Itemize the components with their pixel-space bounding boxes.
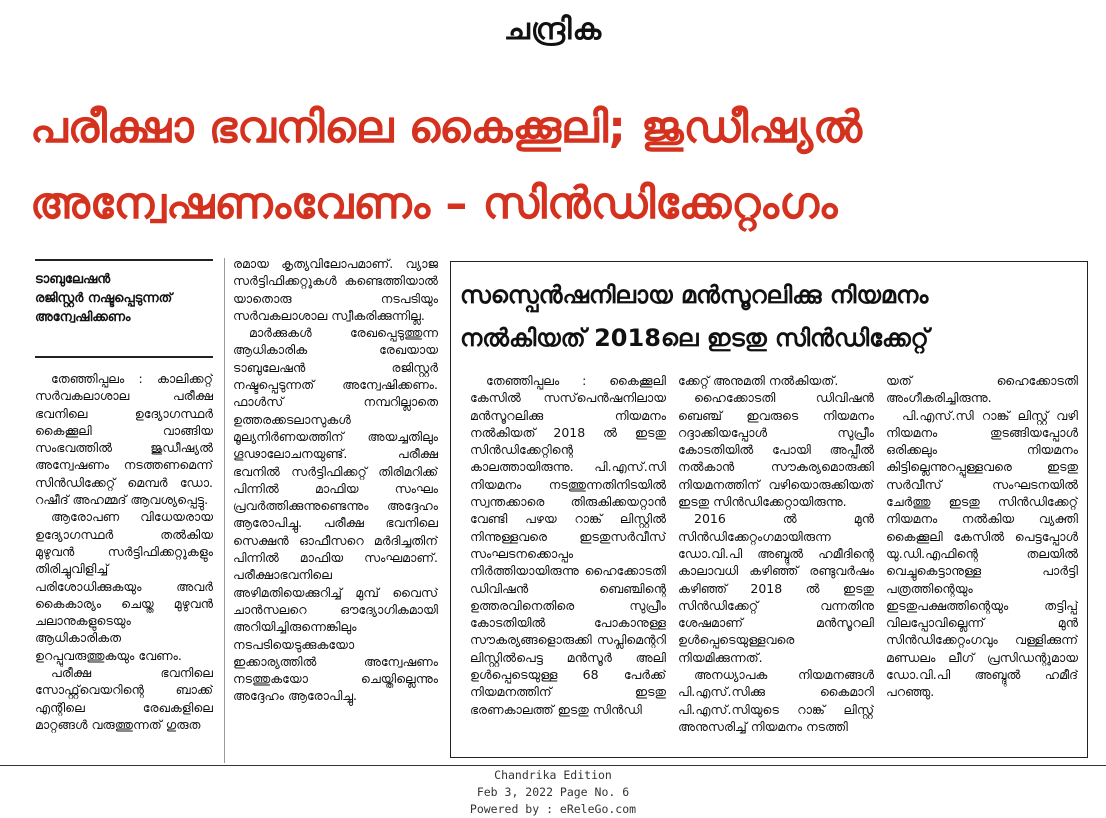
footer-rule [0,765,1106,766]
main-headline-line-2: അന്വേഷണംവേണം – സിൻഡിക്കേറ്റംഗം [30,178,838,229]
sidebar-top-rule [35,259,213,261]
paragraph: ക്കേറ്റ് അനുമതി നൽകിയത്. [678,373,839,388]
paragraph: മാർക്കുകൾ രേഖപ്പെടുത്തുന്ന ആധികാരിക രേഖയായ ടാബുലേഷൻ രജിസ്റ്റർ നഷ്ടപ്പെടുന്നത് അന്വേഷിക്കണം. ഫാൾസ് നമ്പറില്ലാതെ ഉത്തരക്കടലാസുകൾ മൂല്യനിർണയത്തിന് അയച്ചതിലും ഗൂഢാലോചനയുണ്ട്. പരീക്ഷ ഭവനിൽ സർട്ടിഫിക്കറ്റ് തിരിമറിക്ക് പിന്നിൽ മാഫിയ സംഘം പ്രവർത്തിക്കുന്നുണ്ടെന്നും അദ്ദേഹം ആരോപിച്ചു. പരീക്ഷ ഭവനിലെ സെക്ഷൻ ഓഫീസറെ മർദിച്ചതിന് പിന്നിൽ മാഫിയ സംഘമാണ്. പരീക്ഷാഭവനിലെ അഴിമതിയെക്കുറിച്ച് മുമ്പ് വൈസ് ചാൻസലറെ ഔദ്യോഗികമായി അറിയിച്ചിരുന്നെങ്കിലും നടപടിയെടുക്കുകയോ ഇക്കാര്യത്തിൽ അന്വേഷണം നടത്തുകയോ ചെയ്തില്ലെന്നും അദ്ദേഹം ആരോപിച്ചു. [233,325,438,704]
paragraph: പരീക്ഷ ഭവനിലെ സോഫ്റ്റ്‌വെയറിന്റെ ബാക്ക് എന്റിലെ രേഖകളിലെ മാറ്റങ്ങൾ വരുത്തുന്നത് ഗുരുത [35,665,213,732]
paragraph: അനധ്യാപക നിയമനങ്ങൾ പി.എസ്.സിക്കു കൈമാറി പി.എസ്.സിയുടെ റാങ്ക് ലിസ്റ്റ് അനുസരിച്ച് നിയമനം നടത്തി [678,667,874,734]
sidebar-subhead [35,270,210,327]
subhead-line: രജിസ്റ്റർ നഷ്ടപ്പെടുന്നത് [35,291,173,306]
subhead-line: അന്വേഷിക്കണം [35,310,131,325]
masthead-logo: ചന്ദ്രിക [503,12,603,47]
paragraph: ഹൈക്കോടതി ഡിവിഷൻ ബെഞ്ച് ഇവരുടെ നിയമനം റദ്ദാക്കിയപ്പോൾ സുപ്രീം കോടതിയിൽ പോയി അപ്പീൽ നൽകാൻ സൗകര്യമൊരുക്കി നിയമനത്തിന് വഴിയൊരുക്കിയത് ഇടതു സിൻഡിക്കേറ്റായിരുന്നു. [678,390,874,510]
sidebar-column-1 [35,370,213,765]
footer-date: Feb 3, 2022 Page No. 6 [476,785,630,799]
sidebar-column-2 [233,255,438,765]
boxed-column-3 [886,372,1078,752]
main-headline-line-1: പരീക്ഷാ ഭവനിലെ കൈക്കൂലി; ജുഡീഷ്യൽ [30,102,863,153]
footer-edition: Chandrika Edition [494,768,612,782]
paragraph: തേഞ്ഞിപ്പലം : കാലിക്കറ്റ് സർവകലാശാല പരീക്ഷ ഭവനിലെ ഉദ്യോഗസ്ഥർ കൈക്കൂലി വാങ്ങിയ സംഭവത്തിൽ ജുഡീഷ്യൽ അന്വേഷണം നടത്തണമെന്ന് സിൻഡിക്കേറ്റ് മെമ്പർ ഡോ. റഷീദ് അഹമ്മദ് ആവശ്യപ്പെട്ടു. [35,371,213,508]
paragraph: തേഞ്ഞിപ്പലം : കൈക്കൂലി കേസിൽ സസ്‌പെൻഷനിലായ മൻസൂറലിക്കു നിയമനം നൽകിയത് 2018 ൽ ഇടതു സിൻഡിക്കേറ്റിന്റെ കാലത്തായിരുന്നു. പി.എസ്.സി നിയമനം നടത്തുന്നതിനിടയിൽ സ്വന്തക്കാരെ തിരുകിക്കയറ്റാൻ വേണ്ടി പഴയ റാങ്ക് ലിസ്റ്റിൽ നിന്നുള്ളവരെ ഇടതുസർവീസ് സംഘടനക്കൊപ്പം നിർത്തിയായിരുന്നു ഹൈക്കോടതി ഡിവിഷൻ ബെഞ്ചിന്റെ ഉത്തരവിനെതിരെ സുപ്രീം കോടതിയിൽ പോകാനുള്ള സൗകര്യങ്ങളൊരുക്കി സപ്ലിമെന്ററി ലിസ്റ്റിൽപെട്ട മൻസൂർ അലി ഉൾപ്പെടെയുള്ള 68 പേർക്ക് നിയമനത്തിന് ഇടതു ഭരണകാലത്ത് ഇടതു സിൻഡി [470,373,666,717]
subhead-line: ടാബുലേഷൻ [35,272,111,287]
paragraph: പി.എസ്.സി റാങ്ക് ലിസ്റ്റ് വഴി നിയമനം തുടങ്ങിയപ്പോൾ ഒരിക്കലും നിയമനം കിട്ടില്ലെന്നുറപ്പുള്ളവരെ ഇടതു സർവീസ് സംഘടനയിൽ ചേർത്തു ഇടതു സിൻഡിക്കേറ്റ് നിയമനം നൽകിയ വ്യക്തി കൈക്കൂലി കേസിൽ പെട്ടപ്പോൾ യു.ഡി.എഫിന്റെ തലയിൽ വെച്ചുകെട്ടാനുള്ള പാർട്ടി പത്രത്തിന്റെയും ഇടതുപക്ഷത്തിന്റെയും തട്ടിപ്പ് വിലപ്പോവില്ലെന്ന് മുൻ സിൻഡിക്കേറ്റംഗവും വള്ളിക്കുന്ന് മണ്ഡലം ലീഗ് പ്രസിഡന്റുമായ ഡോ.വി.പി അബ്ദുൽ ഹമീദ് പറഞ്ഞു. [886,407,1078,700]
column-divider [224,258,225,763]
boxed-column-1 [470,372,666,752]
boxed-headline-line: സസ്പെൻഷനിലായ മൻസൂറലിക്കു നിയമനം [460,281,929,309]
paragraph: ആരോപണ വിധേയരായ ഉദ്യോഗസ്ഥർ തൽകിയ മുഴുവൻ സർട്ടിഫിക്കറ്റുകളും തിരിച്ചുവിളിച്ച് പരിശോധിക്കുകയും അവർ കൈകാര്യം ചെയ്ത മുഴുവൻ ചലാനുകളുടെയും ആധികാരികത ഉറപ്പുവരുത്തുകയും വേണം. [35,509,213,663]
boxed-headline-line: നൽകിയത് 2018ലെ ഇടതു സിൻഡിക്കേറ്റ് [460,324,929,352]
sidebar-subhead-rule [35,356,213,358]
paragraph: രമായ കൃത്യവിലോപമാണ്. വ്യാജ സർട്ടിഫിക്കറ്റുകൾ കണ്ടെത്തിയാൽ യാതൊരു നടപടിയും സർവകലാശാല സ്വീകരിക്കുന്നില്ല. [233,256,438,323]
footer-powered-by: Powered by : eReleGo.com [469,802,637,816]
boxed-story-headline [460,274,1080,360]
paragraph: 2016 ൽ മുൻ സിൻഡിക്കേറ്റംഗമായിരുന്ന ഡോ.വി.പി അബ്ദുൽ ഹമീദിന്റെ കാലാവധി കഴിഞ്ഞ് രണ്ടുവർഷം കഴിഞ്ഞ് 2018 ൽ ഇടതു സിൻഡിക്കേറ്റ് വന്നതിനു ശേഷമാണ് മൻസൂറലി ഉൾപ്പെടെയുള്ളവരെ നിയമിക്കുന്നത്. [678,511,874,665]
boxed-column-2 [678,372,874,752]
paragraph: യത് ഹൈക്കോടതി അംഗീകരിച്ചിരുന്നു. [886,373,1078,406]
